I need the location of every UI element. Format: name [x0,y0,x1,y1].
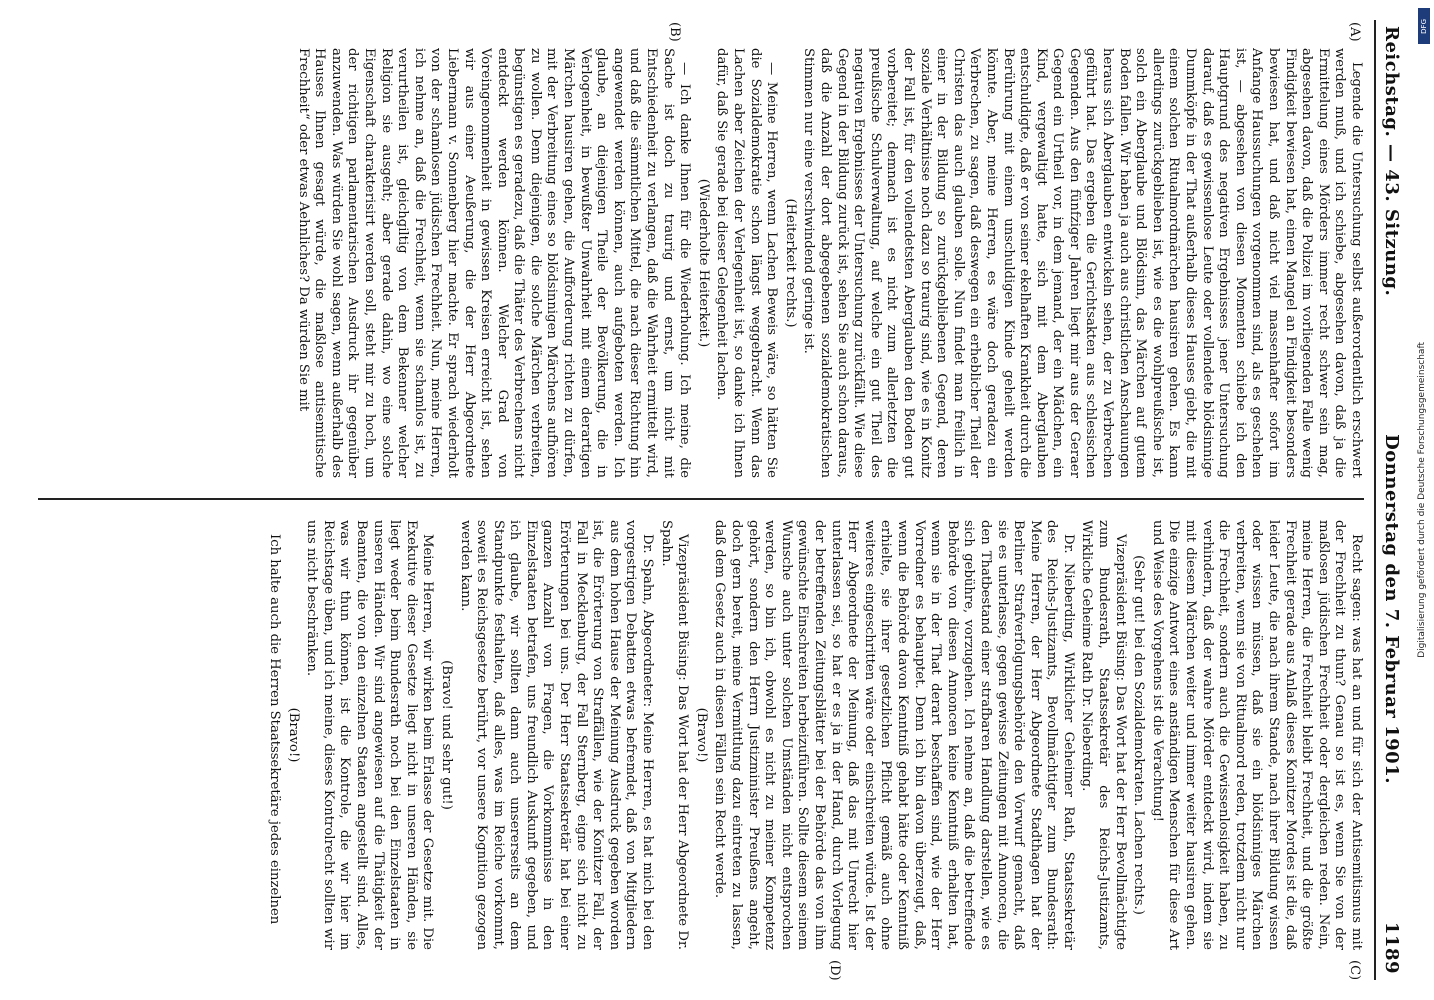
stage-direction: (Bravo! und sehr gut!) [438,660,454,810]
stage-direction: (Bravo!) [693,707,709,763]
paragraph: Recht sagen: was hat an und für sich der Antisemitismus mit der Frechheit zu thun? Genau so ist es, wenn Sie von der maßlosen jüdischen Frechheit oder dergleichen reden. Nein, meine Herren, die Frechheit bleibt Frechheit, und die größte Frechheit gerade aus Anlaß dieses Konitzer Mordes ist die, daß leider Leute, die nach ihrem Stande, nach ihrer Bildung wissen oder wissen müssen, daß sie ein blödsinniges Märchen verbreiten, wenn sie von Ritualmord reden, trotzdem nicht nur die Frechheit, sondern auch die Gewissenlosigkeit haben, zu verhindern, daß der wahre Mörder entdeckt wird, indem sie mit diesem Märchen weiter und immer weiter hausiren gehen. Die einzige Antwort eines anständigen Menschen für diese Art und Weise des Vorgehens ist die Verachtung! [1149,520,1364,950]
paragraph: Dr. Spahn, Abgeordneter: Meine Herren, es hat mich bei den vorgestrigen Debatten etwas befremdet, daß von Mitgliedern aus dem hohen Hause der Meinung Ausdruck gegeben worden ist, die Erörterung von Straffällen, wie der Konitzer Fall, der Fall in Mecklenburg, der Fall Sternberg, eigne sich nicht zu Erörterungen bei uns. Der Herr Staatssekretär hat bei einer ganzen Anzahl von Fragen, die Vorkommnisse in den Einzelstaaten betrafen, uns freundlich Auskunft gegeben, und ich glaube, wir sollten dann auch unsererseits an dem Standpunkte festhalten, daß alles, was im Reiche vorkommt, soweit es Reichsgesetze berührt, vor unsere Kognition gezogen werden kann. [457,520,656,950]
stage-direction: (Bravo!) [285,707,301,763]
margin-marker-a: (A) [1347,22,1362,42]
paragraph: Legende die Untersuchung selbst außerordentlich erschwert werden muß, und ich schiebe, abgesehen davon, daß ja die Ermittelung eines Mörders immer recht schwer sein mag, abgesehen davon, daß die Polizei im vorliegenden Falle wenig Findigkeit bewiesen hat, einen Mangel an Findigkeit besonders bewiesen hat, und daß nicht viel massenhafter sofort im Anfange Haussuchungen vorgenommen sind, als es geschehen ist, — abgesehen von diesen Momenten schiebe ich den Hauptgrund des negativen Ergebnisses jener Untersuchung darauf, daß es gewissenlose Leute oder vollendete blödsinnige Dummköpfe in der That außerhalb dieses Hauses giebt, die mit einem solchen Ritualmordmärchen hausiren gehen. Es kann allerdings zurückgeblieben ist, wie es die wohlpreußische ist, solch ein Aberglaube und Blödsinn, das Märchen auf gutem Boden fallen. Wir haben ja auch aus christlichen Anschauungen heraus sich Aberglauben entwickeln sehen, der zu Verbrechen geführt hat. Das ergeben die Gerichtsakten aus schlesischen Gegenden. Aus den fünfziger Jahren liegt mir aus der Geraer Gegend ein Urtheil vor, in dem jemand, der ein Mädchen, ein Kind, vergewaltigt hatte, sich mit dem Aberglauben entschuldigte, daß er von seiner ekelhaften Krankheit durch die Berührung mit einem unschuldigen Kinde geheilt werden könnte. Aber, meine Herren, es wäre doch geradezu ein Verbrechen, zu sagen, daß deswegen ein erheblicher Theil der Christen das auch glauben solle. Nun findet man freilich in einer in der Bildung so zurückgebliebenen Gegend, deren soziale Verhältnisse noch dazu so traurig sind, wie es in Konitz der Fall ist, für den vollendetsten Aberglauben den Boden gut vorbereitet; demnach ist es nicht zum allerletzten die preußische Schulverwaltung, auf welche ein gut Theil des negativen Ergebnisses der Untersuchung zurückfällt. Wie diese Gegend in der Bildung zurück ist, sehen Sie auch schon daraus, daß die Anzahl der dort abgegebenen sozialdemokratischen Stimmen nur eine verschwindend geringe ist. [801,48,1364,478]
paragraph: Meine Herren, wir wirken beim Erlasse der Gesetze mit. Die Exekutive dieser Gesetze liegt nicht in unseren Händen, sie liegt weder beim Bundesrath noch bei den Einzelstaaten in unseren Händen. Wir sind angewiesen auf die Thätigkeit der Beamten, die von den einzelnen Staaten angestellt sind. Alles, was wir thun können, ist die Kontrole, die wir hier im Reichstage üben, und ich meine, dieses Kontrolrecht sollten wir uns nicht beschränken. [304,520,436,950]
paragraph: — Ich danke Ihnen für die Wiederholung. Ich meine, die Sache ist doch zu traurig und ernst, um nicht mit Entschiedenheit zu verlangen, daß die Wahrheit ermittelt wird, und daß die sämmtlichen Mittel, die nach dieser Richtung hin angewendet werden können, auch aufgeboten werden. Ich glaube, an diejenigen Theile der Bevölkerung, die in Verlogenheit, in bewußter Unwahrheit mit einem derartigen Märchen hausiren gehen, die Aufforderung richten zu dürfen, mit der Verbreitung eines so blödsinnigen Märchens aufhören zu wollen. Denn diejenigen, die solche Märchen verbreiten, begünstigen es geradezu, daß die Thäter des Verbrechens nicht entdeckt werden können. Welcher Grad von Voreingenommenheit in gewissen Kreisen erreicht ist, sehen wir aus einer Aeußerung, die der Herr Abgeordnete Liebermann v. Sonnenberg hier machte. Er sprach wiederholt von der schamlosen jüdischen Frechheit. Nun, meine Herren, ich nehme an, daß die Frechheit, wenn sie schamlos ist, zu verurtheilen ist, gleichgiltig von dem Bekenner welcher Religion sie ausgeht; aber gerade dahin, wo eine solche Eigenschaft charakterisirt werden soll, steht mir zu hoch, um der richtigen parlamentarischen Ausdruck ihr gegenüber anzuwenden. Was würden Sie wohl sagen, wenn außerhalb des Hauses Ihnen gesagt würde, die maßlose antisemitische Frechheit“ oder etwas Aehnliches? Da würden Sie mit [295,48,693,478]
page-number: 1189 [1381,921,1402,974]
stage-direction: (Sehr gut! bei den Sozialdemokraten. Lachen rechts.) [1131,555,1147,915]
paragraph: Vizepräsident Büsing: Das Wort hat der Herr Abgeordnete Dr. Spahn. [658,520,691,950]
right-column [38,520,1364,950]
header-date: Donnerstag den 7. Februar 1901. [1381,434,1402,784]
digitization-note [1412,10,1432,990]
dfg-logo: DFG [1418,8,1430,44]
paragraph: Vizepräsident Büsing: Das Wort hat der Herr Bevollmächtigte zum Bundesrath, Staatssekretär des Reichs-Justizamts, Wirkliche Geheime Rath Dr. Nieberding. [1079,520,1128,950]
paragraph: — Meine Herren, wenn Lachen Beweis wäre, so hätten Sie die Sozialdemokratie schon längst weggebracht. Wenn das Lachen aber Zeichen der Verlegenheit ist, so danke ich Ihnen dafür, daß Sie gerade bei dieser Gelegenheit lachen. [714,48,780,478]
paragraph: Ich halte auch die Herren Staatssekretäre jedes einzelnen [267,534,282,925]
margin-marker-d: (D) [827,960,842,981]
page-header [1374,20,1402,980]
stage-direction: (Heiterkeit rechts.) [782,198,798,328]
margin-marker-c: (C) [1347,960,1362,981]
column-divider [38,498,1364,500]
header-left: Reichstag. — 43. Sitzung. [1381,26,1402,297]
stage-direction: (Wiederholte Heiterkeit.) [695,178,711,348]
margin-marker-b: (B) [667,22,682,42]
left-column [38,48,1364,478]
paragraph: Dr. Nieberding, Wirklicher Geheimer Rath, Staatssekretär des Reichs-Justizamts, Bevollmächtigter zum Bundesrath: Meine Herren, der Herr Abgeordnete Stadthagen hat der Berliner Strafverfolgungsbehörde den Vorwurf gemacht, daß sie es unterlasse, gegen gewisse Zeitungen mit Annoncen, die den Thatbestand einer strafbaren Handlung darstellen, wie es sich gebühre, vorzugehen. Ich nehme an, daß die betreffende Behörde von diesen Annoncen keine Kenntniß erhalten hat, wenn sie in der That derart beschaffen sind, wie der Herr Vorredner es behauptet. Denn ich bin davon überzeugt, daß, wenn die Behörde davon Kenntniß gehabt hätte oder Kenntniß erhielte, sie ihrer gesetzlichen Pflicht gemäß auch ohne weiteres eingeschritten wäre oder einschreiten würde. Ist der Herr Abgeordnete der Meinung, daß das mit Unrecht hier unterlassen sei, so hat er es ja in der Hand, durch Vorlegung der betreffenden Zeitungsblätter bei der Behörde das von ihm gewünschte Einschreiten herbeizuführen. Sollte diesem seinem Wunsche auch unter solchen Umständen nicht entsprochen werden, so bin ich, obwohl es nicht zu meiner Kompetenz gehört, sondern den Herrn Justizminister Preußens angeht, doch gern bereit, meine Vermittlung dazu eintreten zu lassen, daß dem Gesetz auch in diesen Fällen sein Recht werde. [712,520,1076,950]
rotated-page [32,20,1402,980]
digitization-note-text: Digitalisierung gefördert durch die Deutsche Forschungsgemeinschaft [1417,342,1427,658]
